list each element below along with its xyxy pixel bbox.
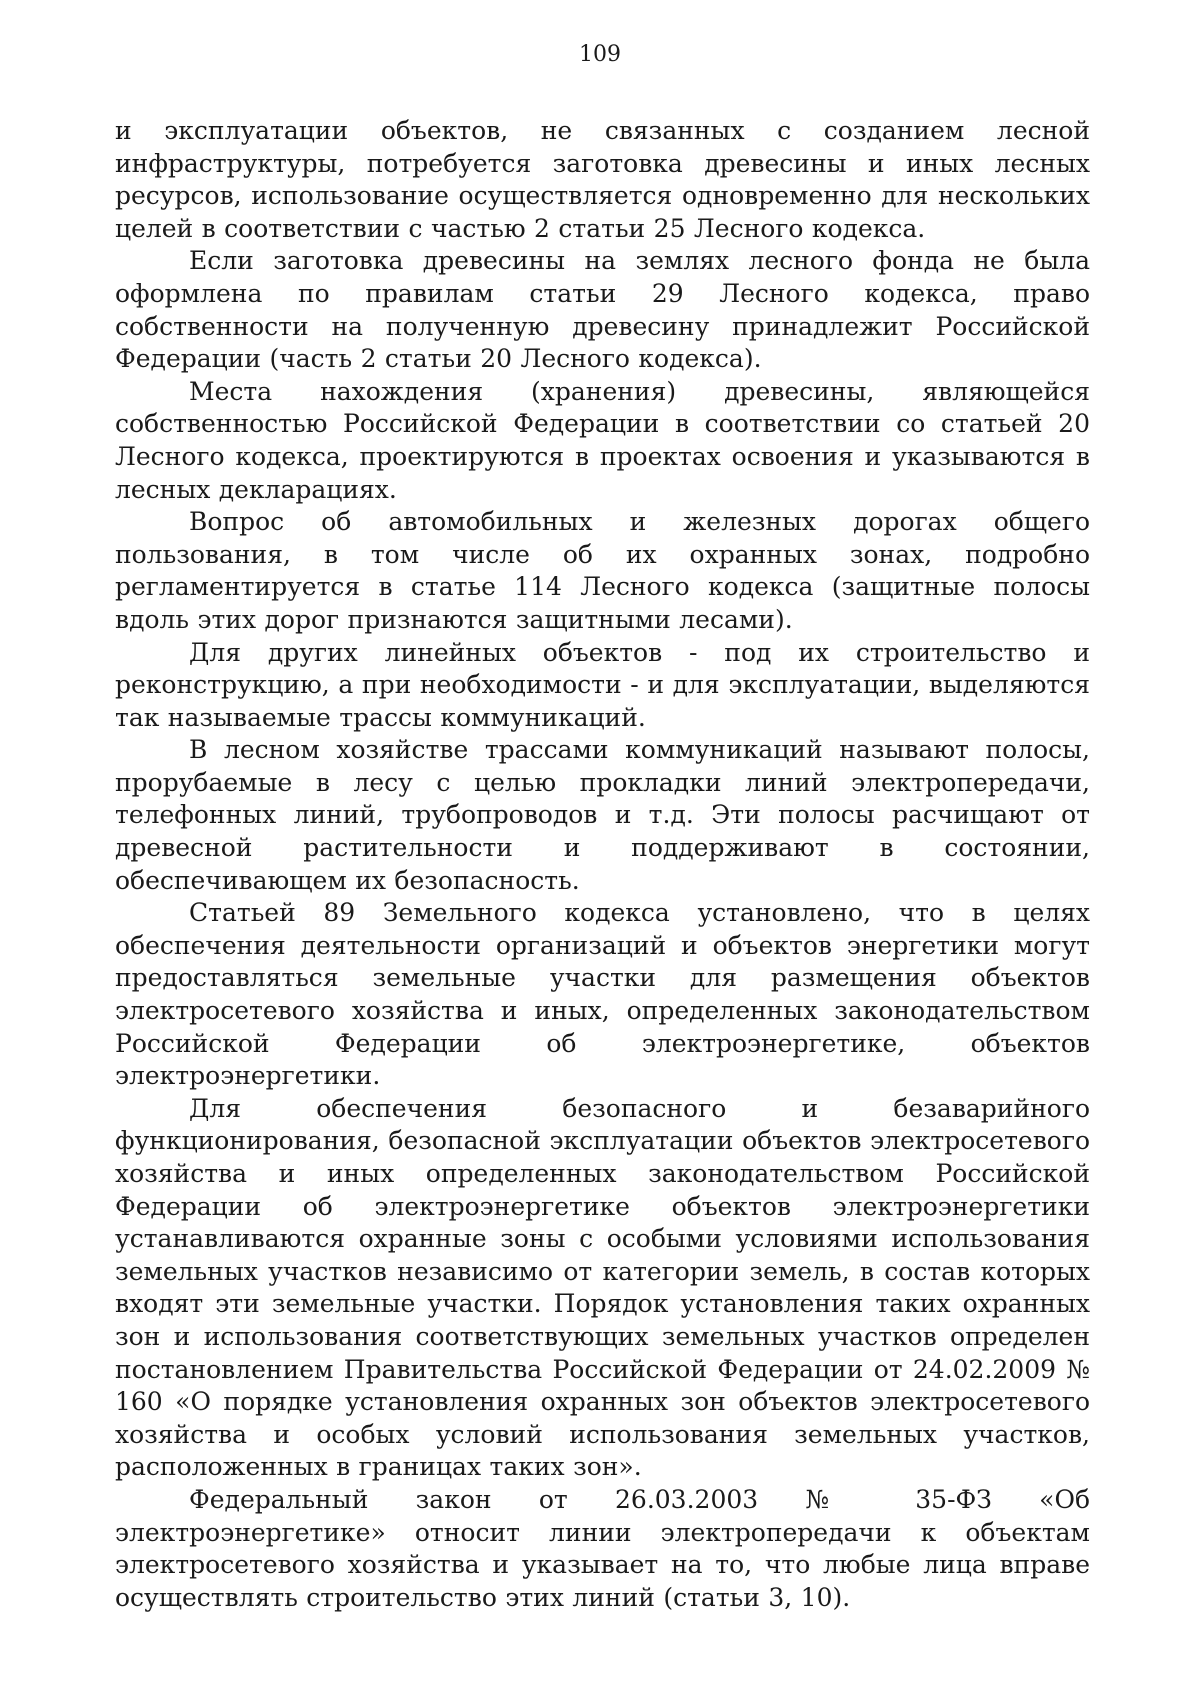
body-text (115, 115, 1090, 1614)
paragraph-4: Вопрос об автомобильных и железных дорогах общего пользования, в том числе об их охранных зонах, подробно регламентируется в статье 114 Лесного кодекса (защитные полосы вдоль этих дорог признаются защитными лесами). (115, 507, 1090, 634)
paragraph-7: Статьей 89 Земельного кодекса установлено, что в целях обеспечения деятельности организаций и объектов энергетики могут предоставляться земельные участки для размещения объектов электросетевого хозяйства и иных, определенных законодательством Российской Федерации об электроэнергетике, объектов электроэнергетики. (115, 898, 1090, 1091)
paragraph-3: Места нахождения (хранения) древесины, являющейся собственностью Российской Федерации в соответствии со статьей 20 Лесного кодекса, проектируются в проектах освоения и указываются в лесных декларациях. (115, 376, 1090, 504)
paragraph-2: Если заготовка древесины на землях лесного фонда не была оформлена по правилам статьи 29 Лесного кодекса, право собственности на полученную древесину принадлежит Российской Федерации (часть 2 статьи 20 Лесного кодекса). (115, 246, 1090, 374)
paragraph-9: Федеральный закон от 26.03.2003 № 35-ФЗ «Об электроэнергетике» относит линии электропередачи к объектам электросетевого хозяйства и указывает на то, что любые лица вправе осуществлять строительство этих линий (статьи 3, 10). (115, 1484, 1090, 1612)
paragraph-6: В лесном хозяйстве трассами коммуникаций называют полосы, прорубаемые в лесу с целью прокладки линий электропередачи, телефонных линий, трубопроводов и т.д. Эти полосы расчищают от древесной растительности и поддерживают в состоянии, обеспечивающем их безопасность. (115, 735, 1090, 895)
paragraph-1: и эксплуатации объектов, не связанных с созданием лесной инфраструктуры, потребуется заготовка древесины и иных лесных ресурсов, использование осуществляется одновременно для нескольких целей в соответствии с частью 2 статьи 25 Лесного кодекса. (115, 116, 1090, 243)
paragraph-8: Для обеспечения безопасного и безаварийного функционирования, безопасной эксплуатации объектов электросетевого хозяйства и иных определенных законодательством Российской Федерации об электроэнергетике объектов электроэнергетики устанавливаются охранные зоны с особыми условиями использования земельных участков независимо от категории земель, в состав которых входят эти земельные участки. Порядок установления таких охранных зон и использования соответствующих земельных участков определен постановлением Правительства Российской Федерации от 24.02.2009 № 160 «О порядке установления охранных зон объектов электросетевого хозяйства и особых условий использования земельных участков, расположенных в границах таких зон». (115, 1093, 1090, 1482)
page-number: 109 (579, 42, 621, 67)
paragraph-5: Для других линейных объектов - под их строительство и реконструкцию, а при необходимости - и для эксплуатации, выделяются так называемые трассы коммуникаций. (115, 637, 1090, 732)
